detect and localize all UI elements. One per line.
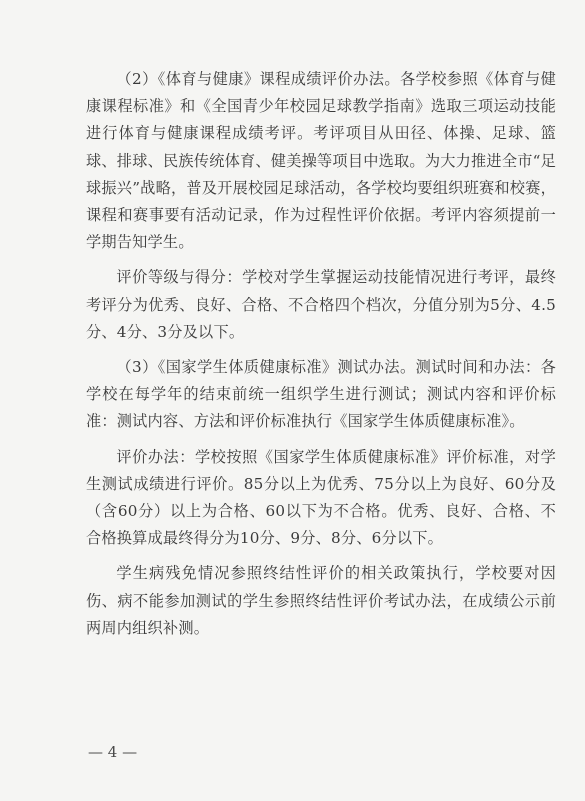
paragraph-evaluation-method: 评价办法：学校按照《国家学生体质健康标准》评价标准，对学生测试成绩进行评价。85分以上为优秀、75分以上为良好、60分及（含60分）以上为合格、60以下为不合格。优秀、良好、合格、不合格换算成最终得分为10分、9分、8分、6分以下。: [86, 447, 556, 548]
paragraph-pe-course-evaluation: （2）《体育与健康》课程成绩评价办法。各学校参照《体育与健康课程标准》和《全国青少年校园足球教学指南》选取三项运动技能进行体育与健康课程成绩考评。考评项目从田径、体操、足球、篮球、排球、民族传统体育、健美操等项目中选取。为大力推进全市“足球振兴”战略，普及开展校园足球活动，各学校均要组织班赛和校赛，课程和赛事要有活动记录，作为过程性评价依据。考评内容须提前一学期告知学生。: [86, 70, 556, 252]
page-number: — 4 —: [88, 743, 138, 761]
document-body: [86, 66, 556, 642]
paragraph-fitness-test-method: （3）《国家学生体质健康标准》测试办法。测试时间和办法：各学校在每学年的结束前统一组织学生进行测试；测试内容和评价标准：测试内容、方法和评价标准执行《国家学生体质健康标准》。: [86, 358, 556, 431]
paragraph-grade-scoring: 评价等级与得分：学校对学生掌握运动技能情况进行考评，最终考评分为优秀、良好、合格、不合格四个档次，分值分别为5分、4.5分、4分、3分及以下。: [86, 268, 556, 341]
paragraph-exemption-policy: 学生病残免情况参照终结性评价的相关政策执行，学校要对因伤、病不能参加测试的学生参照终结性评价考试办法，在成绩公示前两周内组织补测。: [86, 564, 556, 637]
